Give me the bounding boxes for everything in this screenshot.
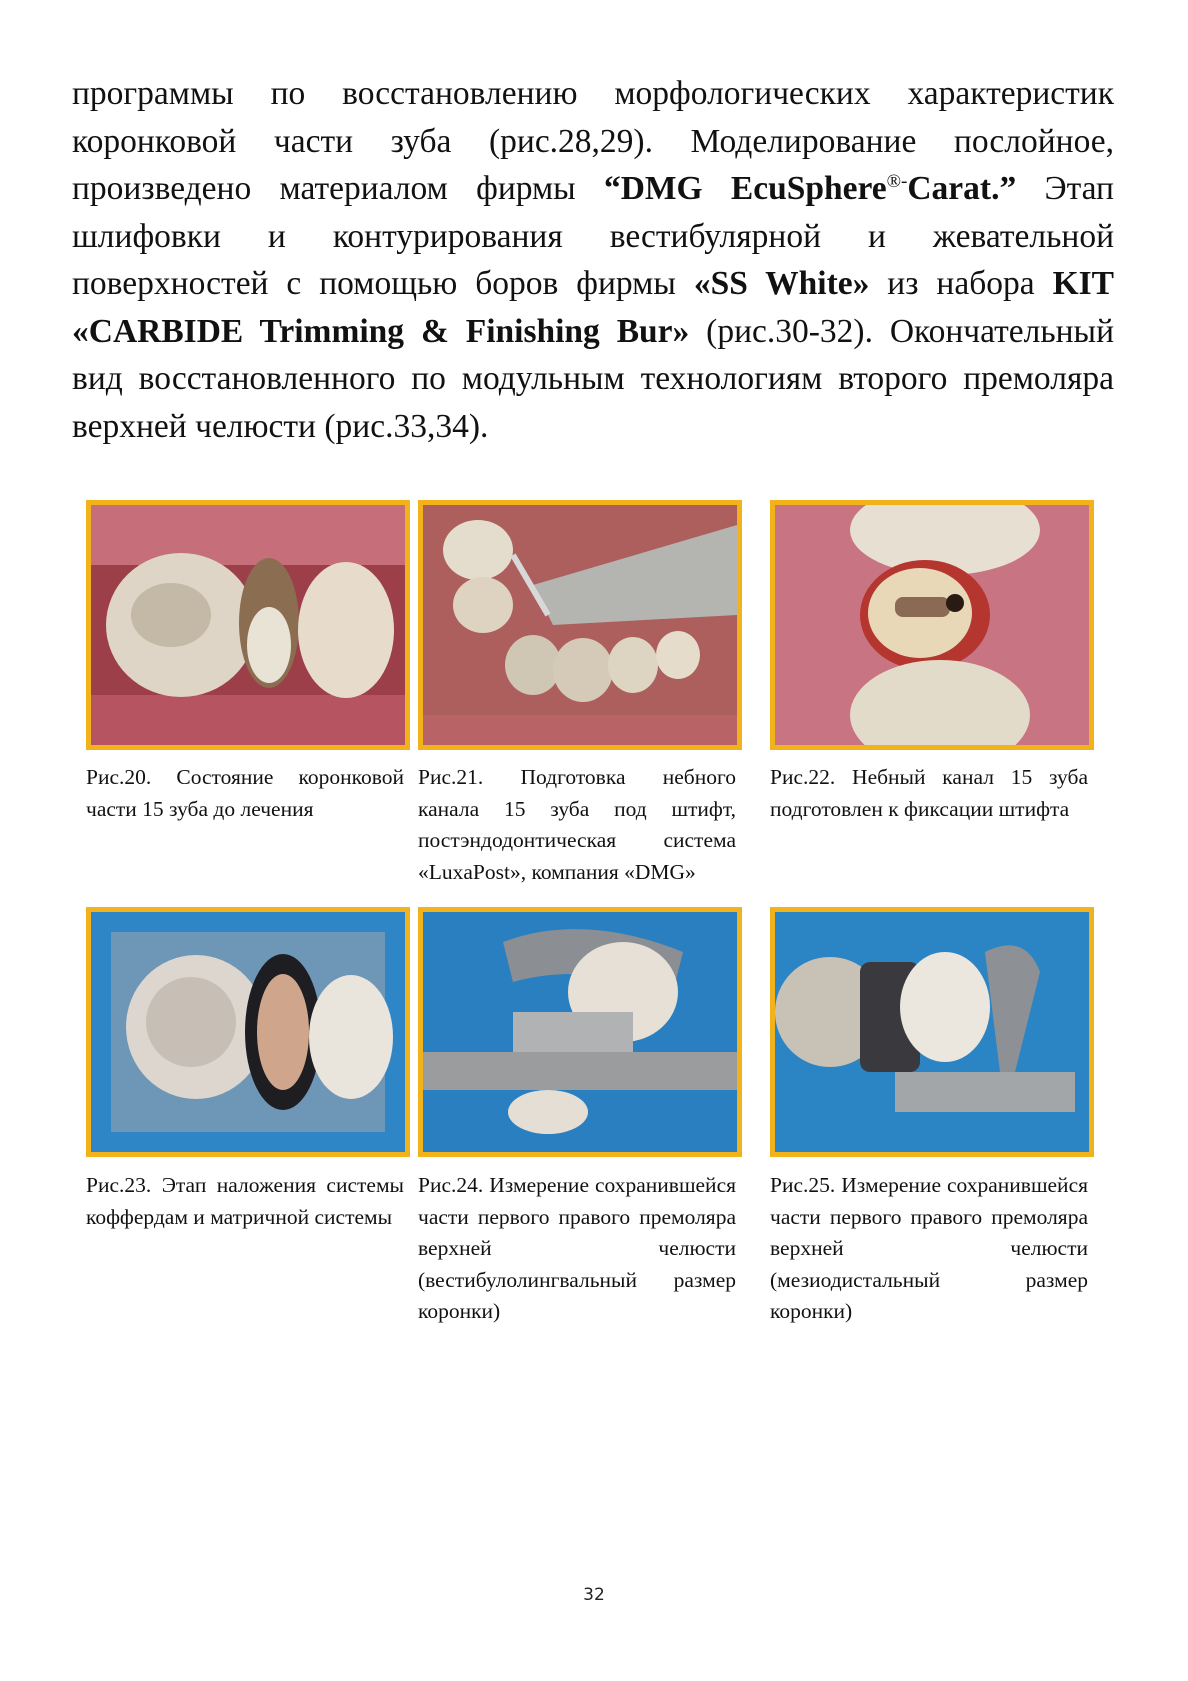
figure-25-caption: Рис.25. Измерение сохранившейся части первого правого премоляра верхней челюсти (мезиодистальный размер коронки) — [770, 1173, 1088, 1323]
figure-21-photo — [418, 500, 742, 750]
para-text-4: (рис.30-32). Окончательный вид восстановленного по модульным технологиям второго премоляра верхней челюсти (рис.33,34). — [72, 312, 1114, 445]
page-number: 32 — [583, 1585, 605, 1605]
figure-25-photo — [770, 907, 1094, 1157]
figure-21-caption: Рис.21. Подготовка небного канала 15 зуба под штифт, постэндодонтическая система «LuxaPost», компания «DMG» — [418, 765, 736, 884]
figure-22-photo — [770, 500, 1094, 750]
body-paragraph — [72, 70, 1114, 450]
para-text-1: программы по восстановлению морфологических характеристик коронковой части зуба (рис.28,29). Моделирование послойное, произведено материалом фирмы — [72, 75, 1114, 207]
para-text-3: из набора — [869, 265, 1053, 302]
para-text-2: Этап шлифовки и контурирования вестибулярной и жевательной поверхностей с помощью боров фирмы — [72, 170, 1114, 302]
brand-ss-white: «SS White» — [693, 265, 870, 302]
figure-24-photo — [418, 907, 742, 1157]
figure-20-photo — [86, 500, 410, 750]
brand-kit: KIT «CARBIDE Trimming & Finishing Bur» — [72, 265, 1115, 350]
figure-24-caption: Рис.24. Измерение сохранившейся части первого правого премоляра верхней челюсти (вестибулолингвальный размер коронки) — [418, 1173, 736, 1323]
figure-22-caption: Рис.22. Небный канал 15 зуба подготовлен к фиксации штифта — [770, 765, 1088, 821]
brand-dmg: “DMG EcuSphere — [603, 170, 887, 207]
brand-carat: Carat.” — [907, 170, 1017, 207]
figure-23-photo — [86, 907, 410, 1157]
registered-mark: ®- — [886, 170, 908, 192]
figure-20-caption: Рис.20. Состояние коронковой части 15 зуба до лечения — [86, 765, 404, 821]
figure-23-caption: Рис.23. Этап наложения системы коффердам и матричной системы — [86, 1173, 404, 1229]
